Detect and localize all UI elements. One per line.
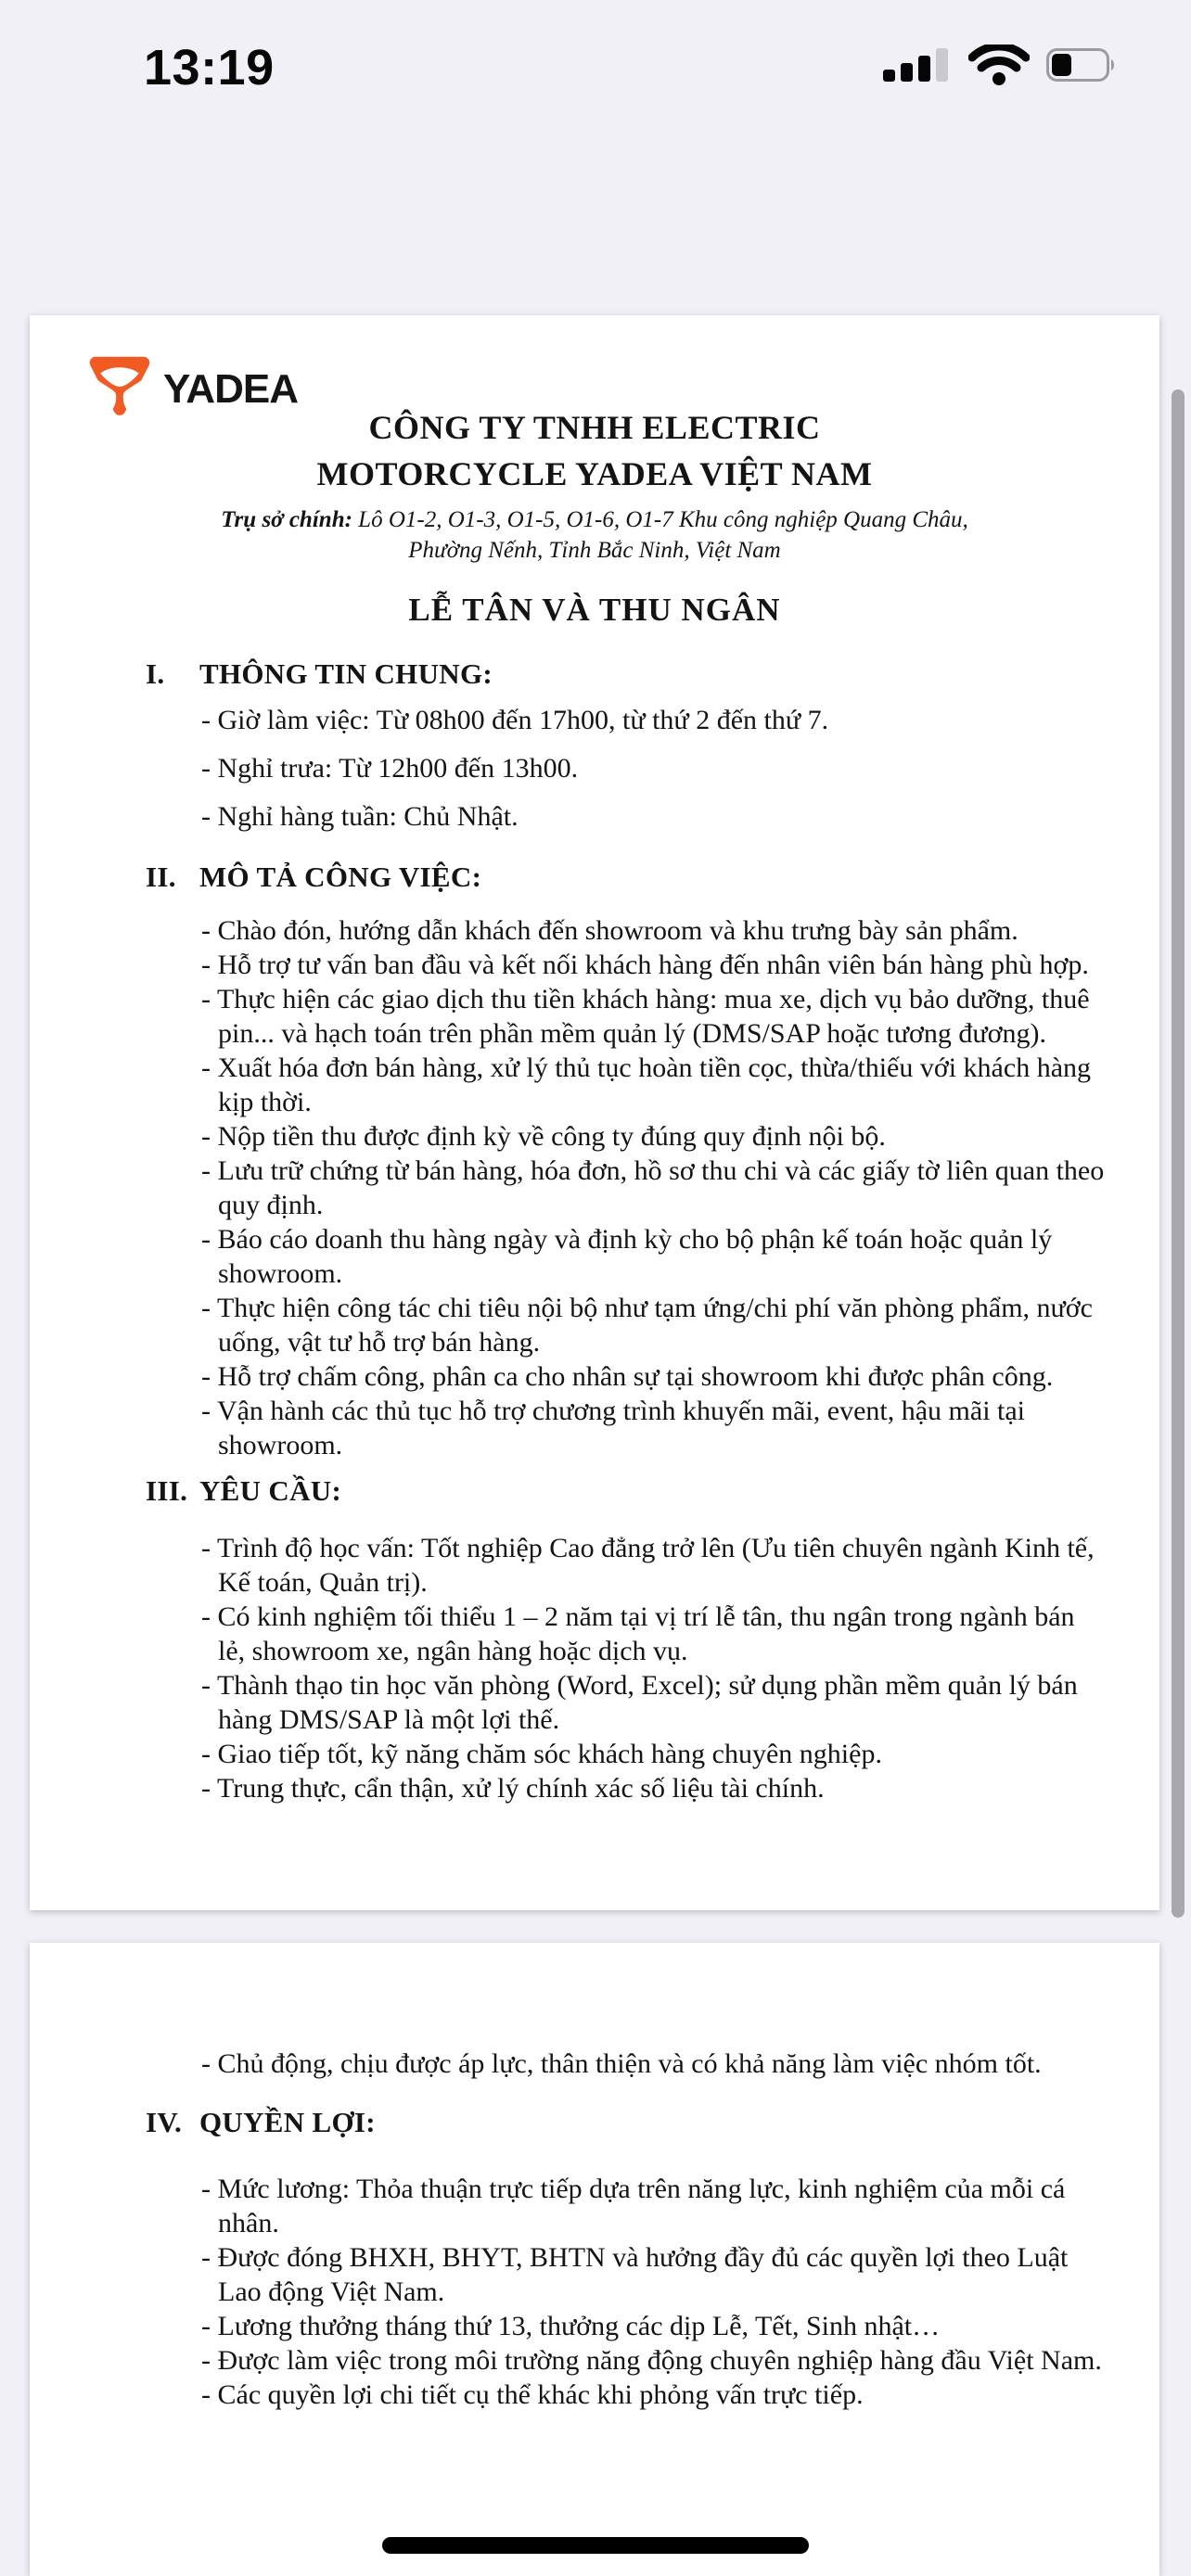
address-line2: Phường Nếnh, Tỉnh Bắc Ninh, Việt Nam bbox=[408, 538, 781, 563]
section-1-numeral: I. bbox=[146, 657, 165, 690]
list-item: - Thực hiện công tác chi tiêu nội bộ như tạm ứng/chi phí văn phòng phẩm, nước uống, vật tư hỗ trợ bán hàng. bbox=[201, 1293, 1093, 1358]
list-item: - Trung thực, cẩn thận, xử lý chính xác số liệu tài chính. bbox=[201, 1773, 825, 1804]
section-3-continued bbox=[201, 2047, 1106, 2081]
list-item: - Mức lương: Thỏa thuận trực tiếp dựa trên năng lực, kinh nghiệm của mỗi cá nhân. bbox=[201, 2174, 1066, 2238]
wifi-icon bbox=[968, 45, 1030, 90]
list-item: - Giờ làm việc: Từ 08h00 đến 17h00, từ thứ 2 đến thứ 7. bbox=[201, 705, 829, 735]
document-page-1[interactable] bbox=[30, 315, 1159, 1910]
list-item: - Được đóng BHXH, BHYT, BHTN và hưởng đầy đủ các quyền lợi theo Luật Lao động Việt Nam. bbox=[201, 2242, 1069, 2307]
section-2-heading-text: MÔ TẢ CÔNG VIỆC: bbox=[199, 861, 482, 893]
cellular-signal-icon bbox=[883, 48, 952, 86]
section-3-items bbox=[201, 1531, 1106, 1805]
list-item: - Được làm việc trong môi trường năng động chuyên nghiệp hàng đầu Việt Nam. bbox=[201, 2345, 1102, 2376]
list-item: - Thành thạo tin học văn phòng (Word, Excel); sử dụng phần mềm quản lý bán hàng DMS/SAP là một lợi thế. bbox=[201, 1670, 1078, 1735]
document-page-2[interactable] bbox=[30, 1943, 1159, 2576]
list-item: - Hỗ trợ chấm công, phân ca cho nhân sự tại showroom khi được phân công. bbox=[201, 1361, 1054, 1392]
list-item: - Các quyền lợi chi tiết cụ thể khác khi phỏng vấn trực tiếp. bbox=[201, 2379, 864, 2410]
list-item: - Lưu trữ chứng từ bán hàng, hóa đơn, hồ sơ thu chi và các giấy tờ liên quan theo quy định. bbox=[201, 1155, 1105, 1220]
address-label: Trụ sở chính: bbox=[221, 507, 352, 532]
section-1-items bbox=[201, 703, 1106, 834]
scrollbar-thumb[interactable] bbox=[1172, 389, 1185, 1918]
section-3-numeral: III. bbox=[146, 1474, 188, 1507]
section-2-items bbox=[201, 913, 1106, 1462]
company-name-line2: MOTORCYCLE YADEA VIỆT NAM bbox=[316, 455, 873, 492]
company-name-line1: CÔNG TY TNHH ELECTRIC bbox=[368, 409, 821, 446]
status-time: 13:19 bbox=[144, 40, 275, 96]
list-item: - Trình độ học vấn: Tốt nghiệp Cao đẳng trở lên (Ưu tiên chuyên ngành Kinh tế, Kế toán, Quản trị). bbox=[201, 1533, 1095, 1598]
list-item: - Nghỉ hàng tuần: Chủ Nhật. bbox=[201, 801, 519, 832]
list-item: - Giao tiếp tốt, kỹ năng chăm sóc khách hàng chuyên nghiệp. bbox=[201, 1739, 882, 1769]
list-item: - Vận hành các thủ tục hỗ trợ chương trình khuyến mãi, event, hậu mãi tại showroom. bbox=[201, 1396, 1026, 1460]
list-item: - Lương thưởng tháng thứ 13, thưởng các dịp Lễ, Tết, Sinh nhật… bbox=[201, 2311, 941, 2341]
list-item: - Báo cáo doanh thu hàng ngày và định kỳ cho bộ phận kế toán hoặc quản lý showroom. bbox=[201, 1224, 1053, 1289]
section-4-heading-text: QUYỀN LỢI: bbox=[199, 2106, 376, 2138]
yadea-logo bbox=[85, 356, 298, 422]
section-3-heading bbox=[30, 1473, 1159, 1509]
section-3-heading-text: YÊU CẦU: bbox=[199, 1474, 342, 1507]
section-4-items bbox=[201, 2172, 1106, 2412]
status-icons bbox=[883, 48, 1117, 85]
list-item: - Hỗ trợ tư vấn ban đầu và kết nối khách hàng đến nhân viên bán hàng phù hợp. bbox=[201, 950, 1089, 980]
home-indicator[interactable] bbox=[382, 2537, 809, 2554]
section-4-numeral: IV. bbox=[146, 2106, 183, 2138]
section-1-heading-text: THÔNG TIN CHUNG: bbox=[199, 657, 493, 690]
list-item: - Xuất hóa đơn bán hàng, xử lý thủ tục hoàn tiền cọc, thừa/thiếu với khách hàng kịp thời. bbox=[201, 1052, 1092, 1117]
document-header bbox=[30, 404, 1159, 566]
section-1-heading bbox=[30, 657, 1159, 692]
address-line1: Lô O1-2, O1-3, O1-5, O1-6, O1-7 Khu công nghiệp Quang Châu, bbox=[352, 507, 968, 532]
status-bar bbox=[0, 0, 1191, 111]
section-2-numeral: II. bbox=[146, 861, 176, 893]
list-item: - Nộp tiền thu được định kỳ về công ty đúng quy định nội bộ. bbox=[201, 1121, 886, 1152]
company-address bbox=[30, 504, 1159, 566]
battery-icon bbox=[1046, 48, 1117, 86]
list-item: - Chủ động, chịu được áp lực, thân thiện và có khả năng làm việc nhóm tốt. bbox=[201, 2048, 1042, 2079]
list-item: - Chào đón, hướng dẫn khách đến showroom và khu trưng bày sản phẩm. bbox=[201, 915, 1018, 946]
list-item: - Thực hiện các giao dịch thu tiền khách hàng: mua xe, dịch vụ bảo dưỡng, thuê pin... và hạch toán trên phần mềm quản lý (DMS/SAP hoặc tương đương). bbox=[201, 984, 1090, 1049]
section-2-heading bbox=[30, 860, 1159, 895]
section-4-heading bbox=[30, 2105, 1159, 2140]
yadea-logo-text: YADEA bbox=[163, 365, 298, 412]
yadea-logo-icon bbox=[85, 356, 154, 422]
list-item: - Nghỉ trưa: Từ 12h00 đến 13h00. bbox=[201, 753, 579, 784]
list-item: - Có kinh nghiệm tối thiểu 1 – 2 năm tại vị trí lễ tân, thu ngân trong ngành bán lẻ, showroom xe, ngân hàng hoặc dịch vụ. bbox=[201, 1601, 1075, 1666]
job-title: LỄ TÂN VÀ THU NGÂN bbox=[408, 592, 781, 628]
